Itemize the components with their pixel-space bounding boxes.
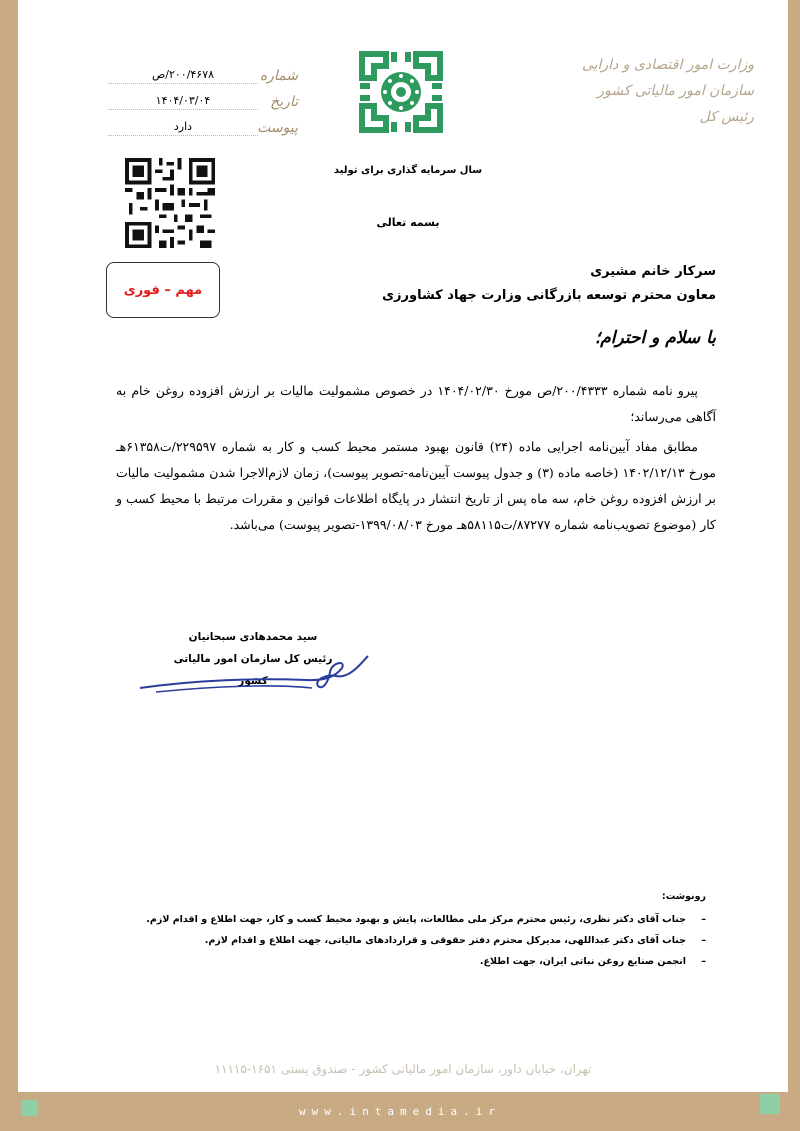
cc-list [126, 886, 706, 972]
ministry-line: رئیس کل [699, 109, 754, 125]
letter-body [116, 378, 716, 542]
urgent-badge: مهم – فوری [106, 262, 220, 318]
ministry-line: سازمان امور مالیاتی کشور [597, 83, 754, 99]
body-paragraph: پیرو نامه شماره ۲۰۰/۴۳۳۳/ص مورخ ۱۴۰۴/۰۲/۳۰ در خصوص مشمولیت مالیات بر ارزش افزوده روغن خام به آگاهی می‌رساند؛ [116, 383, 716, 424]
date-label: تاریخ [270, 94, 298, 110]
cc-item: – جناب آقای دکتر عبداللهی، مدیرکل محترم دفتر حقوقی و قراردادهای مالیاتی، جهت اطلاع و اقدام لازم. [126, 930, 706, 951]
corner-square-left [22, 1100, 38, 1116]
attachment-row [108, 110, 298, 136]
salutation: با سلام و احترام؛ [594, 328, 716, 348]
tax-organization-emblem-icon [356, 48, 446, 136]
ministry-letterhead [564, 52, 754, 130]
signatory-title: رئیس کل سازمان امور مالیاتی کشور [173, 653, 333, 687]
addressee-title: معاون محترم توسعه بازرگانی وزارت جهاد کشاورزی [382, 288, 716, 303]
qr-code-icon [122, 158, 218, 248]
cc-item: – انجمن صنایع روغن نباتی ایران، جهت اطلاع. [126, 951, 706, 972]
basmala: بسمه تعالی [376, 216, 440, 229]
addressee [266, 260, 716, 308]
attachment-value: دارد [108, 120, 258, 136]
cc-title: رونوشت: [661, 891, 706, 902]
body-paragraph: مطابق مفاد آیین‌نامه اجرایی ماده (۲۴) قانون بهبود مستمر محیط کسب و کار به شماره ۲۲۹۵۹۷/ت۶۱۳۵۸هـ مورخ ۱۴۰۲/۱۲/۱۳ (خاصه ماده (۳) و جدول پیوست آیین‌نامه-تصویر پیوست)، زمان لازم‌الاجرا شدن مشمولیت مالیات بر ارزش افزوده روغن خام، سه ماه پس از تاریخ انتشار در پایگاه اطلاعات قوانین و مقررات مرتبط با محیط کسب و کار (موضوع تصویب‌نامه شماره ۸۷۲۷۷/ت۵۸۱۱۵هـ مورخ ۱۳۹۹/۰۸/۰۳-تصویر پیوست) می‌باشد. [116, 439, 716, 532]
number-row [108, 58, 298, 84]
date-value: ۱۴۰۴/۰۳/۰۴ [108, 94, 258, 110]
footer-url[interactable]: www.intamedia.ir [299, 1105, 501, 1118]
letter-page [18, 0, 788, 1092]
year-slogan: سال سرمایه گذاری برای تولید [333, 165, 483, 176]
footer-address: تهران، خیابان داور، سازمان امور مالیاتی کشور - صندوق پستی ۱۶۵۱-۱۱۱۱۵ [214, 1062, 592, 1076]
letter-meta [108, 58, 298, 136]
corner-square-right [760, 1094, 780, 1114]
ministry-line: وزارت امور اقتصادی و دارایی [581, 57, 754, 73]
attachment-label: پیوست [257, 120, 298, 136]
addressee-name: سرکار خانم مشیری [590, 264, 716, 279]
number-value: ۲۰۰/۴۶۷۸/ص [108, 68, 258, 84]
cc-item: – جناب آقای دکتر نظری، رئیس محترم مرکز ملی مطالعات، پایش و بهبود محیط کسب و کار، جهت اطلاع و اقدام لازم. [126, 909, 706, 930]
signatory-name: سید محمدهادی سبحانیان [188, 631, 318, 643]
date-row [108, 84, 298, 110]
number-label: شماره [259, 68, 298, 84]
handwritten-signature-icon [136, 650, 376, 700]
